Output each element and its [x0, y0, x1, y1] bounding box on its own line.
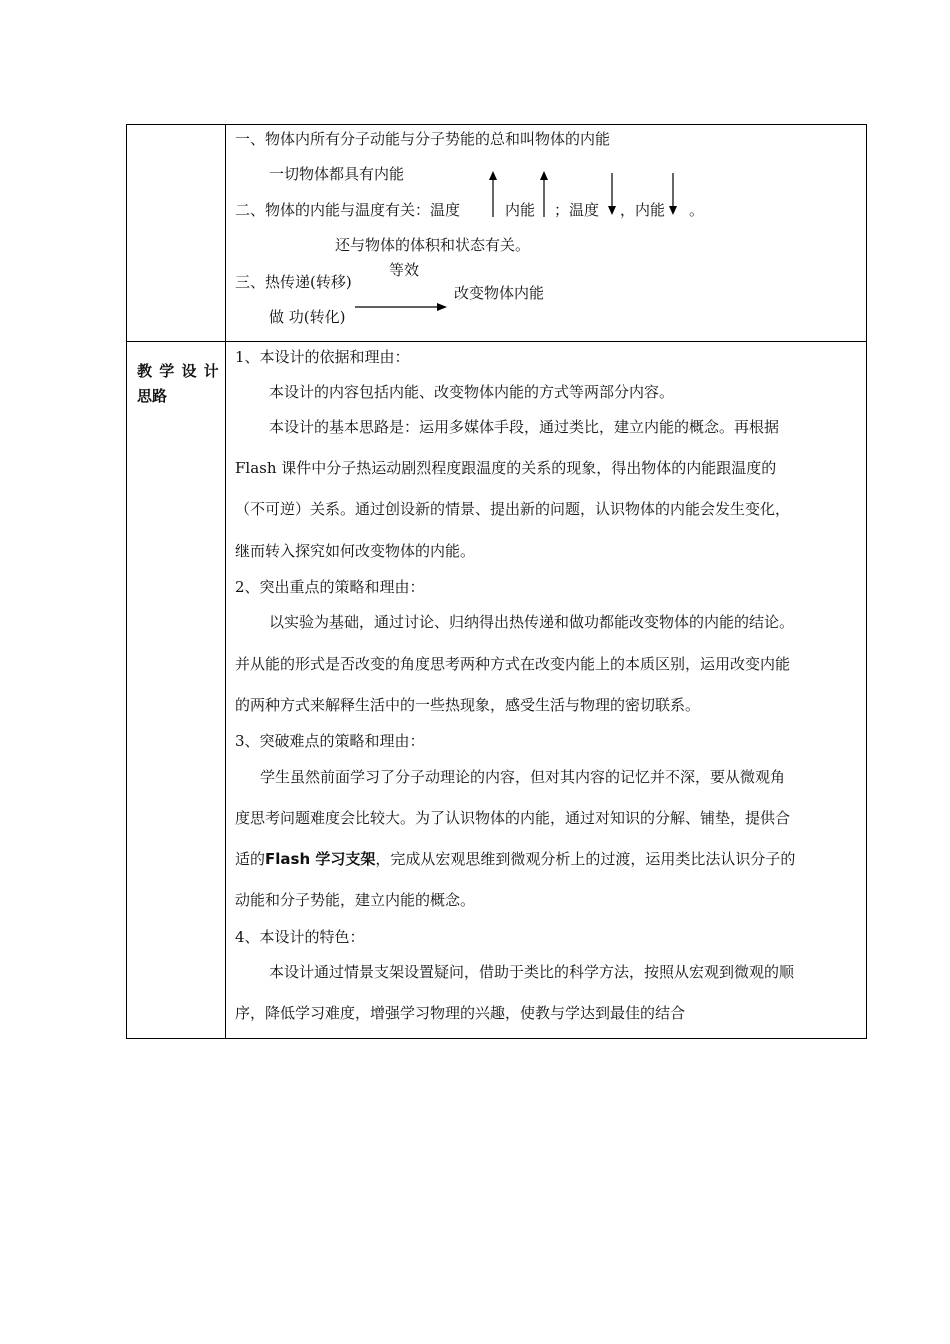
section-1-para-b-line3: （不可逆）关系。通过创设新的情景、提出新的问题，认识物体的内能会发生变化， [235, 500, 791, 518]
section-3-line2: 度思考问题难度会比较大。为了认识物体的内能，通过对知识的分解、铺垫，提供合 [235, 809, 791, 827]
section-1-para-b-line2: Flash 课件中分子热运动剧烈程度跟温度的关系的现象，得出物体的内能跟温度的 [235, 459, 777, 477]
section-1-para-b-line4: 继而转入探究如何改变物体的内能。 [235, 542, 476, 560]
section-1-para-b-line1: 本设计的基本思路是：运用多媒体手段，通过类比，建立内能的概念。再根据 [269, 418, 780, 436]
internal-energy-word-1: 内能 [505, 201, 536, 219]
temperature-relation-text: 二、物体的内能与温度有关：温度 [235, 201, 461, 219]
section-1-para-a: 本设计的内容包括内能、改变物体内能的方式等两部分内容。 [269, 383, 675, 401]
section-3-line1: 学生虽然前面学习了分子动理论的内容，但对其内容的记忆并不深，要从微观角 [260, 768, 786, 786]
up-arrow-icon [487, 171, 499, 217]
temperature-word-2: ；温度 [554, 201, 600, 219]
internal-energy-definition: 一、物体内所有分子动能与分子势能的总和叫物体的内能 [235, 130, 611, 148]
down-arrow-icon [606, 173, 618, 215]
section-2-line3: 的两种方式来解释生活中的一些热现象，感受生活与物理的密切联系。 [235, 696, 701, 714]
section-3-line3-c: ，完成从宏观思维到微观分析上的过渡，运用类比法认识分子的 [375, 850, 796, 868]
heat-transfer-label: 三、热传递(转移) [235, 273, 352, 291]
sentence-end: 。 [689, 201, 705, 219]
section-2-line1: 以实验为基础，通过讨论、归纳得出热传递和做功都能改变物体的内能的结论。 [269, 613, 795, 631]
flash-scaffold-emphasis: Flash 学习支架 [265, 850, 376, 868]
column-divider [225, 125, 226, 1038]
section-1-title: 1、本设计的依据和理由： [235, 348, 410, 366]
section-4-line1: 本设计通过情景支架设置疑问，借助于类比的科学方法，按照从宏观到微观的顺 [269, 963, 795, 981]
work-label: 做 功(转化) [269, 308, 346, 326]
section-3-title: 3、突破难点的策略和理由： [235, 732, 425, 750]
section-3-line4: 动能和分子势能，建立内能的概念。 [235, 891, 476, 909]
design-label-line2: 思路 [137, 387, 168, 405]
section-2-line2: 并从能的形式是否改变的角度思考两种方式在改变内能上的本质区别，运用改变内能 [235, 655, 791, 673]
internal-energy-word-2: ，内能 [620, 201, 666, 219]
section-4-title: 4、本设计的特色： [235, 928, 365, 946]
change-internal-energy-label: 改变物体内能 [454, 284, 545, 302]
down-arrow-icon [667, 173, 679, 215]
lesson-table [126, 124, 867, 1039]
section-3-line3 [235, 850, 795, 868]
section-4-line2: 序，降低学习难度，增强学习物理的兴趣，使教与学达到最佳的结合 [235, 1004, 686, 1022]
all-objects-have-internal-energy: 一切物体都具有内能 [269, 165, 405, 183]
right-arrow-icon [355, 301, 447, 313]
volume-state-relation: 还与物体的体积和状态有关。 [335, 236, 531, 254]
up-arrow-icon [538, 171, 550, 217]
row-divider [127, 341, 866, 342]
equivalent-label: 等效 [389, 261, 420, 279]
design-label-line1: 教 学 设 计 [137, 362, 220, 380]
section-2-title: 2、突出重点的策略和理由： [235, 578, 425, 596]
section-3-line3-a: 适的 [235, 850, 266, 868]
